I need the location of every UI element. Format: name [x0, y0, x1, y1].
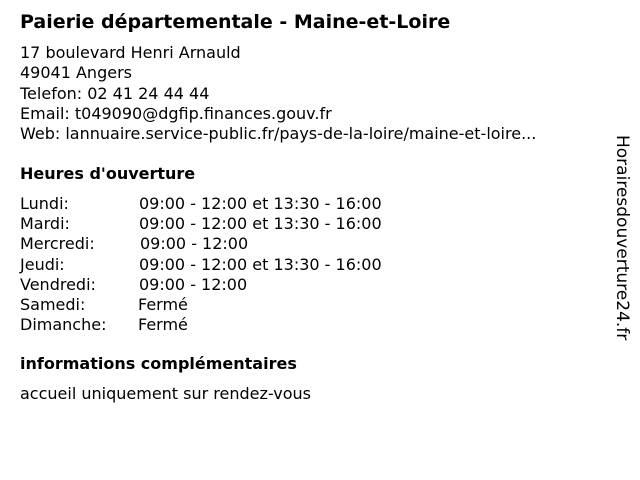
hours-value: Fermé — [138, 294, 188, 314]
day-label: Dimanche: — [20, 315, 107, 335]
day-label: Jeudi: — [20, 254, 65, 274]
contact-block — [20, 43, 536, 144]
day-label: Mercredi: — [20, 234, 95, 254]
hours-value: 09:00 - 12:00 et 13:30 - 16:00 — [139, 214, 382, 234]
street-address: 17 boulevard Henri Arnauld — [20, 43, 241, 62]
opening-hours-heading: Heures d'ouverture — [20, 164, 196, 183]
hours-value: 09:00 - 12:00 et 13:30 - 16:00 — [139, 254, 382, 274]
day-label: Mardi: — [20, 214, 70, 234]
additional-info-heading: informations complémentaires — [20, 354, 297, 373]
email-address[interactable]: Email: t049090@dgfip.finances.gouv.fr — [20, 103, 332, 123]
city-address: 49041 Angers — [20, 63, 132, 83]
page-title: Paierie départementale - Maine-et-Loire — [20, 11, 451, 33]
hours-value: 09:00 - 12:00 — [139, 274, 248, 294]
site-watermark-label: Horairesdouverture24.fr — [612, 135, 632, 341]
additional-info-text: accueil uniquement sur rendez-vous — [20, 384, 311, 403]
day-label: Samedi: — [20, 294, 86, 314]
day-label: Lundi: — [20, 194, 69, 213]
day-label: Vendredi: — [20, 274, 96, 294]
website-link[interactable]: Web: lannuaire.service-public.fr/pays-de-la-loire/maine-et-loire... — [20, 124, 537, 144]
hours-value: Fermé — [138, 315, 188, 335]
hours-value: 09:00 - 12:00 et 13:30 - 16:00 — [139, 194, 382, 213]
phone-number[interactable]: Telefon: 02 41 24 44 44 — [20, 83, 210, 103]
hours-value: 09:00 - 12:00 — [140, 234, 249, 254]
